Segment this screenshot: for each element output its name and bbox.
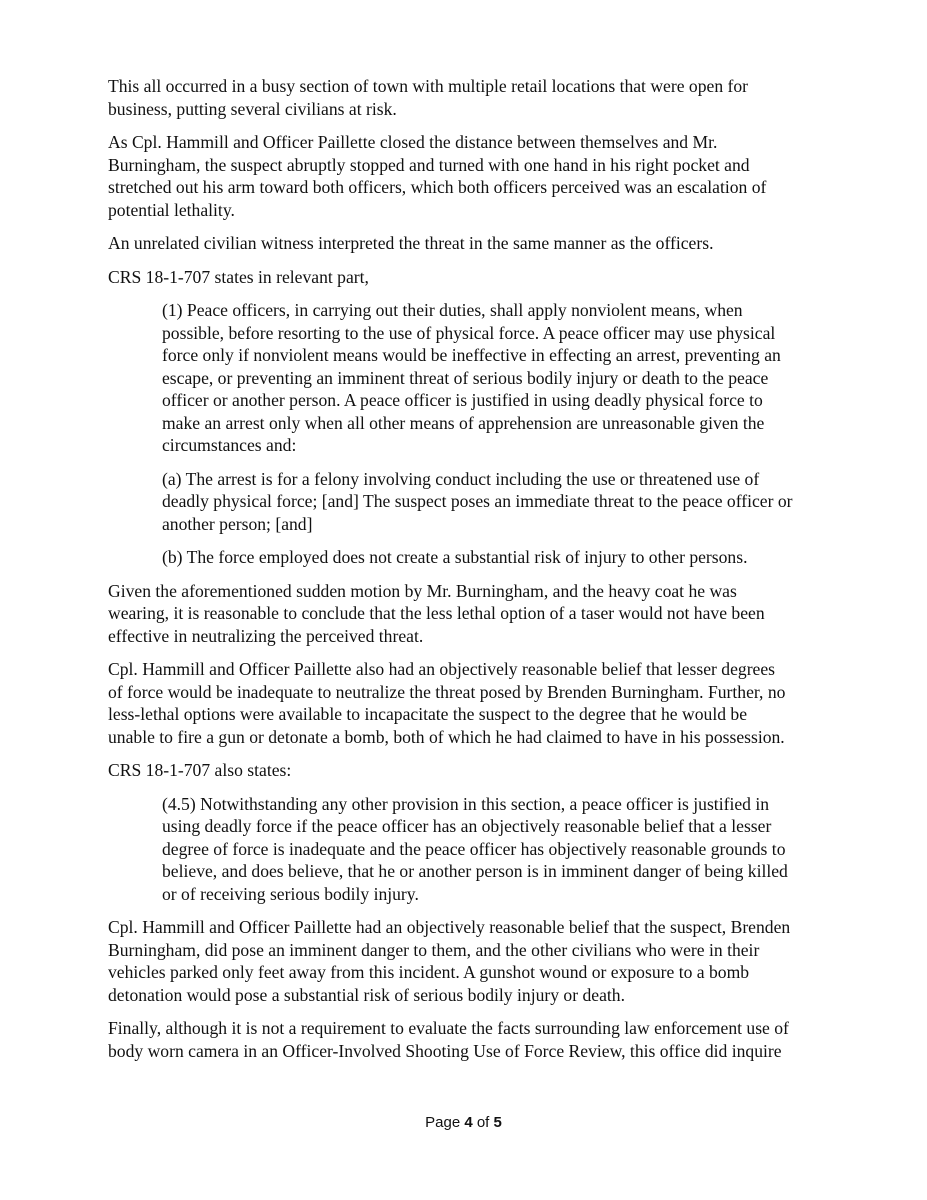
paragraph [108,75,828,120]
document-body [108,75,828,1073]
text-line: (a) The arrest is for a felony involving conduct including the use or threatened use of [162,468,760,489]
text-line: Given the aforementioned sudden motion by Mr. Burningham, and the heavy coat he was [108,580,737,601]
page-number: 4 [464,1114,473,1131]
text-line: CRS 18-1-707 also states: [108,760,292,780]
page-footer [0,1114,927,1131]
text-line: Cpl. Hammill and Officer Paillette also had an objectively reasonable belief that lesser degrees [108,659,776,679]
paragraph [108,1017,828,1062]
text-line: CRS 18-1-707 states in relevant part, [108,266,369,287]
paragraph [108,266,828,289]
text-line: vehicles parked only feet away from this incident. A gunshot wound or exposure to a bomb [108,962,750,982]
text-line: body worn camera in an Officer-Involved Shooting Use of Force Review, this office did inquire [108,1040,782,1061]
text-line: degree of force is inadequate and the peace officer has objectively reasonable grounds to [162,838,786,859]
text-line: Burningham, did pose an imminent danger to them, and the other civilians who were in their [108,939,760,960]
text-line: potential lethality. [108,199,235,220]
text-line: business, putting several civilians at risk. [108,98,397,119]
text-line: Burningham, the suspect abruptly stopped and turned with one hand in his right pocket and [108,154,750,175]
text-line: escape, or preventing an imminent threat of serious bodily injury or death to the peace [162,367,769,388]
text-line: wearing, it is reasonable to conclude that the less lethal option of a taser would not have been [108,603,765,623]
text-line: effective in neutralizing the perceived threat. [108,625,424,646]
text-line: another person; [and] [162,513,313,534]
statute-quote [162,546,828,569]
text-line: believe, and does believe, that he or another person is in imminent danger of being killed [162,861,788,881]
text-line: An unrelated civilian witness interpreted the threat in the same manner as the officers. [108,233,714,253]
text-line: force only if nonviolent means would be ineffective in effecting an arrest, preventing an [162,345,781,365]
paragraph [108,658,828,748]
text-line: (4.5) Notwithstanding any other provision in this section, a peace officer is justified in [162,793,770,814]
page-of: of [472,1114,494,1131]
statute-quote [162,299,828,457]
text-line: Finally, although it is not a requirement to evaluate the facts surrounding law enforcement use of [108,1018,789,1038]
page-label: Page [425,1114,465,1131]
text-line: possible, before resorting to the use of physical force. A peace officer may use physical [162,322,776,343]
text-line: make an arrest only when all other means of apprehension are unreasonable given the [162,412,765,433]
paragraph [108,580,828,648]
text-line: less-lethal options were available to incapacitate the suspect to the degree that he would be [108,704,748,724]
paragraph [108,232,828,255]
paragraph [108,131,828,221]
text-line: This all occurred in a busy section of town with multiple retail locations that were open for [108,76,749,96]
text-line: deadly physical force; [and] The suspect poses an immediate threat to the peace officer or [162,491,793,511]
text-line: As Cpl. Hammill and Officer Paillette closed the distance between themselves and Mr. [108,132,718,152]
text-line: detonation would pose a substantial risk of serious bodily injury or death. [108,984,625,1005]
text-line: unable to fire a gun or detonate a bomb, both of which he had claimed to have in his possession. [108,726,785,747]
statute-quote [162,468,828,536]
text-line: circumstances and: [162,435,297,455]
text-line: officer or another person. A peace officer is justified in using deadly physical force to [162,390,763,410]
paragraph [108,916,828,1006]
statute-quote [162,793,828,906]
paragraph [108,759,828,782]
text-line: using deadly force if the peace officer has an objectively reasonable belief that a lesser [162,816,772,836]
text-line: or of receiving serious bodily injury. [162,883,419,904]
text-line: Cpl. Hammill and Officer Paillette had an objectively reasonable belief that the suspect, Brenden [108,917,791,937]
text-line: of force would be inadequate to neutralize the threat posed by Brenden Burningham. Further, no [108,681,786,702]
text-line: (1) Peace officers, in carrying out their duties, shall apply nonviolent means, when [162,300,743,320]
text-line: (b) The force employed does not create a substantial risk of injury to other persons. [162,547,748,567]
page-total: 5 [493,1114,502,1131]
text-line: stretched out his arm toward both officers, which both officers perceived was an escalation of [108,177,767,197]
